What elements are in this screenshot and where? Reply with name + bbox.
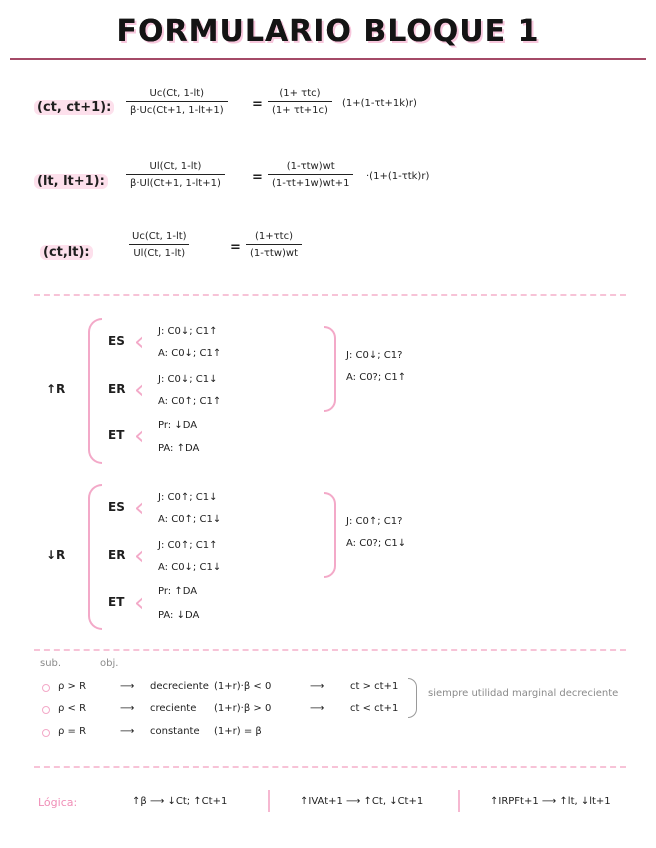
logic-item-1: ↑β ⟶ ↓Ct; ↑Ct+1: [132, 796, 228, 807]
rate-row-1: ρ > R ⟶ decreciente (1+r)·β < 0 ⟶ ct > ct+1: [58, 681, 399, 692]
decrease-et-pr: Pr: ↑DA: [158, 586, 198, 597]
formula-2-rhs-denominator: (1-τt+1w)wt+1: [268, 174, 353, 189]
increase-er-chevron: ‹: [134, 375, 145, 405]
increase-left-brace: [88, 318, 102, 464]
formula-2-equals: =: [252, 170, 263, 185]
formula-2-lhs: [126, 161, 225, 189]
logic-separator-2: [458, 790, 460, 812]
decrease-et-label: ET: [108, 595, 125, 609]
sub-annotation: sub.: [40, 658, 62, 669]
bullet-1: [42, 684, 50, 692]
decrease-summary-a: A: C0?; C1↓: [346, 538, 407, 549]
decrease-summary-j: J: C0↑; C1?: [346, 516, 403, 527]
decrease-r-label: ↓R: [46, 548, 66, 562]
rate-row-2: ρ < R ⟶ creciente (1+r)·β > 0 ⟶ ct < ct+1: [58, 703, 399, 714]
page-title: FORMULARIO BLOQUE 1: [116, 14, 540, 49]
formula-3-equals: =: [230, 240, 241, 255]
increase-es-a: A: C0↓; C1↑: [158, 348, 222, 359]
increase-es-label: ES: [108, 334, 125, 348]
formula-3-rhs: [246, 231, 302, 259]
formula-2-rhs: [268, 161, 353, 189]
decrease-right-brace: [324, 492, 336, 578]
increase-et-chevron: ‹: [134, 421, 145, 451]
formula-1-rhs-numerator: (1+ τtc): [279, 88, 321, 99]
decrease-es-chevron: ‹: [134, 493, 145, 523]
bullet-2: [42, 706, 50, 714]
formula-1-rhs: [268, 88, 332, 116]
formula-3-rhs-numerator: (1+τtc): [255, 231, 293, 242]
formula-1-lhs-numerator: Uc(Ct, 1-lt): [149, 88, 205, 99]
decrease-er-chevron: ‹: [134, 541, 145, 571]
increase-et-pr: Pr: ↓DA: [158, 420, 198, 431]
decrease-es-a: A: C0↑; C1↓: [158, 514, 222, 525]
logic-label: Lógica:: [38, 796, 78, 809]
rates-note: siempre utilidad marginal decreciente: [428, 688, 619, 699]
rate-row-3: ρ = R ⟶ constante (1+r) = β: [58, 726, 262, 737]
section-divider-1: [34, 294, 626, 296]
decrease-es-label: ES: [108, 500, 125, 514]
rates-brace: [408, 678, 417, 718]
formula-3-lhs-numerator: Uc(Ct, 1-lt): [132, 231, 187, 242]
formula-2-rhs-numerator: (1-τtw)wt: [286, 161, 335, 172]
section-divider-2: [34, 649, 626, 651]
increase-es-chevron: ‹: [134, 327, 145, 357]
formula-1-rhs-denominator: (1+ τt+1c): [268, 101, 332, 116]
increase-r-label: ↑R: [46, 382, 66, 396]
increase-es-j: J: C0↓; C1↑: [158, 326, 218, 337]
increase-er-j: J: C0↓; C1↓: [158, 374, 218, 385]
decrease-et-chevron: ‹: [134, 588, 145, 618]
formula-2-label: (lt, lt+1):: [34, 170, 108, 189]
obj-annotation: obj.: [100, 658, 119, 669]
section-divider-3: [34, 766, 626, 768]
increase-et-pa: PA: ↑DA: [158, 443, 200, 454]
logic-separator-1: [268, 790, 270, 812]
bullet-3: [42, 729, 50, 737]
decrease-left-brace: [88, 484, 102, 630]
formula-2-lhs-denominator: β·Ul(Ct+1, 1-lt+1): [126, 174, 225, 189]
decrease-es-j: J: C0↑; C1↓: [158, 492, 218, 503]
formula-3-label: (ct,lt):: [40, 241, 93, 260]
title-underline: [10, 58, 646, 60]
formula-1-label: (ct, ct+1):: [34, 96, 114, 115]
formula-3-lhs: [128, 231, 191, 259]
formula-1-lhs: [126, 88, 228, 116]
increase-er-label: ER: [108, 382, 126, 396]
increase-summary-j: J: C0↓; C1?: [346, 350, 403, 361]
increase-right-brace: [324, 326, 336, 412]
decrease-et-pa: PA: ↓DA: [158, 610, 200, 621]
decrease-er-label: ER: [108, 548, 126, 562]
increase-summary-a: A: C0?; C1↑: [346, 372, 407, 383]
increase-er-a: A: C0↑; C1↑: [158, 396, 222, 407]
formula-2-lhs-numerator: Ul(Ct, 1-lt): [149, 161, 202, 172]
formula-3-rhs-denominator: (1-τtw)wt: [246, 244, 302, 259]
logic-item-3: ↑IRPFt+1 ⟶ ↑lt, ↓lt+1: [490, 796, 611, 807]
formula-3-lhs-denominator: Ul(Ct, 1-lt): [129, 244, 189, 259]
decrease-er-a: A: C0↓; C1↓: [158, 562, 222, 573]
increase-et-label: ET: [108, 428, 125, 442]
formula-2-tail: ·(1+(1-τtk)r): [366, 171, 430, 182]
formula-1-lhs-denominator: β·Uc(Ct+1, 1-lt+1): [126, 101, 228, 116]
formula-1-equals: =: [252, 97, 263, 112]
logic-item-2: ↑IVAt+1 ⟶ ↑Ct, ↓Ct+1: [300, 796, 424, 807]
decrease-er-j: J: C0↑; C1↑: [158, 540, 218, 551]
formula-1-tail: (1+(1-τt+1k)r): [342, 98, 417, 109]
